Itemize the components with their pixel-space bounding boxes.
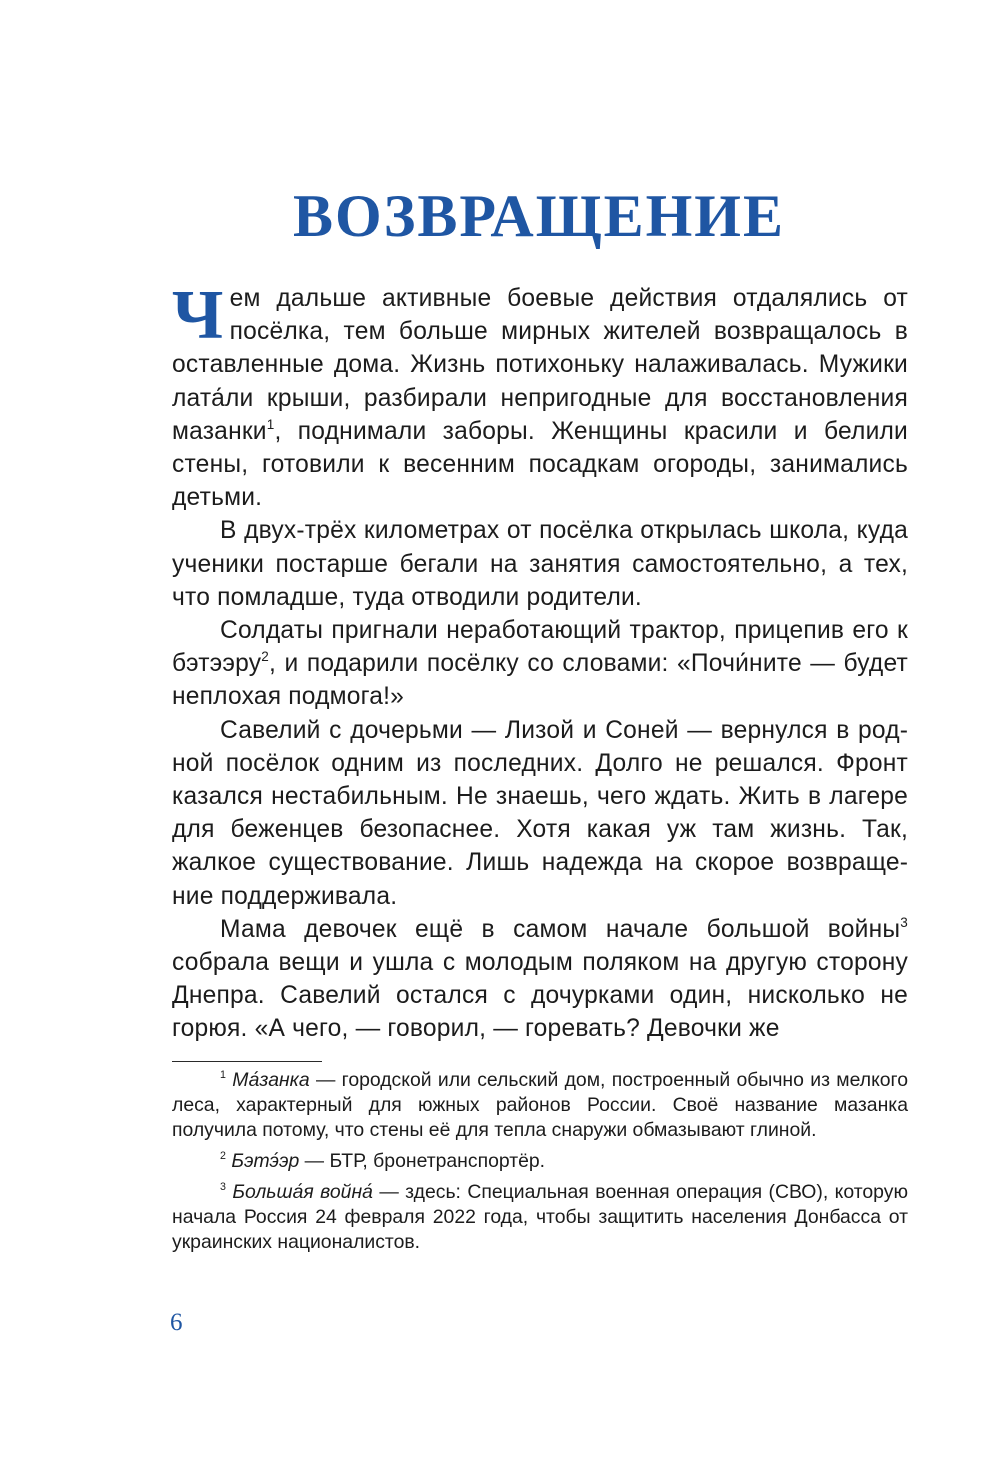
paragraph-3 — [172, 614, 908, 714]
paragraph-5-text-a: Мама девочек ещё в самом начале большой войны — [220, 915, 901, 943]
paragraph-5-text-b: собрала вещи и ушла с молодым поляком на другую сторону Днепра. Савелий остался с дочурками один, нисколько не горюя. «А чего, — говорил, — горевать? Девочки же — [172, 949, 908, 1043]
paragraph-1 — [172, 277, 908, 514]
footnote-1-term: Ма́занка — [232, 1069, 310, 1091]
footnotes — [172, 1068, 908, 1261]
chapter-title: ВОЗВРАЩЕНИЕ — [293, 183, 785, 250]
paragraph-3-text-b: , и подарили посёлку со словами: «Почи́ните — будет неплохая подмога!» — [172, 650, 908, 711]
footnote-3 — [172, 1180, 908, 1255]
footnote-divider — [172, 1061, 322, 1062]
footnote-ref-2[interactable]: 2 — [261, 649, 269, 665]
paragraph-4: Савелий с дочерьми — Лизой и Соней — вернулся в родной посёлок одним из последних. Долго не решался. Фронт казался нестабильным. Не знаешь, чего ждать. Жить в лагере для беженцев безопаснее. Хотя какая уж там жизнь. Так, жалкое существование. Лишь надежда на скорое возвращение поддерживала. — [172, 716, 908, 910]
footnote-1-text: — городской или сельский дом, построенный обычно из мелкого леса, характерный для южных районов России. Своё название мазанка получила потому, что стены её для тепла снаружи обмазывают глиной. — [172, 1069, 908, 1141]
footnote-2 — [172, 1149, 908, 1174]
footnote-2-number: 2 — [220, 1150, 226, 1162]
drop-cap: Ч — [172, 277, 224, 354]
paragraph-3-text-a: Солдаты пригнали неработающий трактор, прицепив его к бэтээру — [172, 617, 908, 678]
page-number: 6 — [170, 1309, 183, 1336]
paragraph-1-text-b: , поднимали заборы. Женщины красили и белили стены, готовили к весенним посадкам огороды, занимались детьми. — [172, 417, 908, 512]
paragraph-2: В двух-трёх километрах от посёлка открылась школа, куда ученики постарше бегали на занятия самостоятельно, а тех, что помладше, туда отводили родители. — [172, 517, 908, 611]
footnote-3-text: — здесь: Специальная военная операция (СВО), которую начала Россия 24 февраля 2022 года, чтобы защитить населения Донбасса от украинских националистов. — [172, 1181, 908, 1253]
footnote-3-number: 3 — [220, 1181, 226, 1193]
chapter-body — [172, 277, 908, 1046]
footnote-1-number: 1 — [220, 1069, 226, 1081]
footnote-2-text: — БТР, бронетранспортёр. — [299, 1150, 546, 1172]
paragraph-5 — [172, 913, 908, 1046]
footnote-3-term: Больша́я война́ — [232, 1181, 373, 1203]
paragraph-1-text-a: ем дальше активные боевые действия отдалялись от посёлка, тем больше мирных жителей возвращалось в оставленные дома. Жизнь потихоньку налаживалась. Мужики лата́ли крыши, разбирали непригодные для восстановления мазанки — [172, 285, 908, 445]
footnote-ref-3[interactable]: 3 — [900, 914, 908, 930]
footnote-ref-1[interactable]: 1 — [266, 416, 275, 432]
footnote-1 — [172, 1068, 908, 1143]
footnote-2-term: Бэтэ́эр — [231, 1150, 300, 1172]
